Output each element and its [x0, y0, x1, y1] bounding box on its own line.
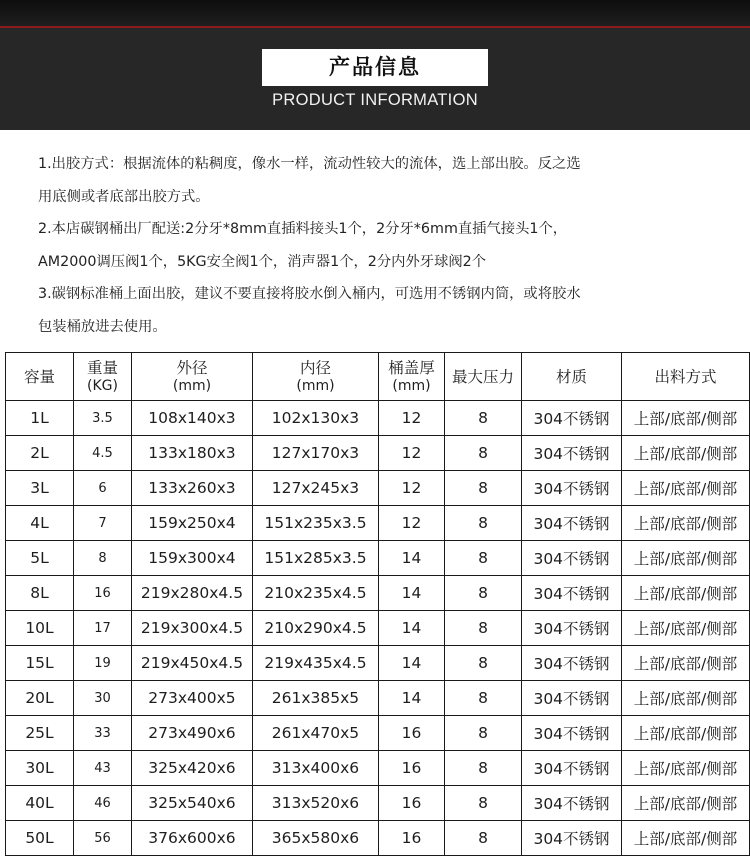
cell-pressure: 8 — [445, 541, 522, 576]
cell-capacity: 10L — [6, 611, 74, 646]
cell-outer: 376x600x6 — [132, 821, 253, 856]
cell-pressure: 8 — [445, 681, 522, 716]
header-outer: 外径 (mm) — [132, 353, 253, 401]
cell-weight: 6 — [74, 471, 132, 506]
header-lid-unit: (mm) — [392, 377, 431, 394]
cell-capacity: 25L — [6, 716, 74, 751]
cell-lid: 14 — [379, 646, 445, 681]
cell-pressure: 8 — [445, 611, 522, 646]
note-line: 包装桶放进去使用。 — [38, 318, 167, 335]
cell-outer: 159x250x4 — [132, 506, 253, 541]
cell-weight: 7 — [74, 506, 132, 541]
cell-weight: 46 — [74, 786, 132, 821]
product-notes — [38, 148, 728, 343]
cell-material: 304不锈钢 — [522, 401, 622, 436]
cell-lid: 12 — [379, 471, 445, 506]
cell-lid: 14 — [379, 576, 445, 611]
page-title: 产品信息 — [329, 55, 421, 79]
cell-material: 304不锈钢 — [522, 436, 622, 471]
cell-capacity: 1L — [6, 401, 74, 436]
title-box — [262, 49, 488, 86]
cell-inner: 313x400x6 — [253, 751, 379, 786]
table-row — [6, 786, 750, 821]
note-line: 1.出胶方式：根据流体的粘稠度，像水一样，流动性较大的流体，选上部出胶。反之选 — [38, 156, 581, 172]
cell-outer: 159x300x4 — [132, 541, 253, 576]
cell-outer: 273x490x6 — [132, 716, 253, 751]
cell-output: 上部/底部/侧部 — [622, 681, 750, 716]
cell-inner: 127x245x3 — [253, 471, 379, 506]
cell-output: 上部/底部/侧部 — [622, 401, 750, 436]
cell-capacity: 2L — [6, 436, 74, 471]
header-outer-unit: (mm) — [172, 377, 212, 394]
table-row — [6, 611, 750, 646]
cell-material: 304不锈钢 — [522, 506, 622, 541]
cell-inner: 210x290x4.5 — [253, 611, 379, 646]
cell-outer: 133x180x3 — [132, 436, 253, 471]
cell-output: 上部/底部/侧部 — [622, 751, 750, 786]
cell-weight: 19 — [74, 646, 132, 681]
cell-inner: 365x580x6 — [253, 821, 379, 856]
cell-inner: 313x520x6 — [253, 786, 379, 821]
cell-inner: 261x470x5 — [253, 716, 379, 751]
table-row — [6, 751, 750, 786]
spec-table — [5, 352, 750, 856]
cell-capacity: 20L — [6, 681, 74, 716]
cell-material: 304不锈钢 — [522, 541, 622, 576]
cell-outer: 219x280x4.5 — [132, 576, 253, 611]
cell-weight: 16 — [74, 576, 132, 611]
cell-pressure: 8 — [445, 786, 522, 821]
cell-capacity: 30L — [6, 751, 74, 786]
cell-lid: 14 — [379, 611, 445, 646]
table-row — [6, 716, 750, 751]
header-material: 材质 — [522, 353, 622, 401]
cell-outer: 325x420x6 — [132, 751, 253, 786]
header-output: 出料方式 — [622, 353, 750, 401]
table-row — [6, 541, 750, 576]
table-row — [6, 681, 750, 716]
cell-lid: 16 — [379, 786, 445, 821]
note-line: 用底侧或者底部出胶方式。 — [38, 188, 210, 205]
cell-capacity: 8L — [6, 576, 74, 611]
cell-capacity: 3L — [6, 471, 74, 506]
cell-lid: 12 — [379, 401, 445, 436]
cell-weight: 56 — [74, 821, 132, 856]
cell-material: 304不锈钢 — [522, 821, 622, 856]
cell-lid: 14 — [379, 681, 445, 716]
cell-pressure: 8 — [445, 436, 522, 471]
cell-output: 上部/底部/侧部 — [622, 506, 750, 541]
cell-weight: 3.5 — [74, 401, 132, 436]
note-line: 2.本店碳钢桶出厂配送:2分牙*8mm直插料接头1个，2分牙*6mm直插气接头1个， — [38, 221, 568, 237]
cell-outer: 273x400x5 — [132, 681, 253, 716]
cell-inner: 219x435x4.5 — [253, 646, 379, 681]
table-row — [6, 401, 750, 436]
cell-output: 上部/底部/侧部 — [622, 611, 750, 646]
cell-output: 上部/底部/侧部 — [622, 716, 750, 751]
cell-material: 304不锈钢 — [522, 681, 622, 716]
cell-lid: 14 — [379, 541, 445, 576]
cell-output: 上部/底部/侧部 — [622, 786, 750, 821]
cell-lid: 12 — [379, 506, 445, 541]
table-header-row — [6, 353, 750, 401]
cell-lid: 16 — [379, 751, 445, 786]
page-subtitle: PRODUCT INFORMATION — [272, 91, 478, 109]
header-capacity: 容量 — [6, 353, 74, 401]
cell-weight: 4.5 — [74, 436, 132, 471]
header-pressure: 最大压力 — [445, 353, 522, 401]
cell-pressure: 8 — [445, 821, 522, 856]
cell-pressure: 8 — [445, 471, 522, 506]
cell-outer: 325x540x6 — [132, 786, 253, 821]
table-row — [6, 576, 750, 611]
cell-material: 304不锈钢 — [522, 646, 622, 681]
note-line: 3.碳钢标准桶上面出胶，建议不要直接将胶水倒入桶内，可选用不锈钢内筒，或将胶水 — [38, 286, 581, 302]
cell-pressure: 8 — [445, 716, 522, 751]
header-inner: 内径 (mm) — [253, 353, 379, 401]
cell-inner: 127x170x3 — [253, 436, 379, 471]
cell-weight: 33 — [74, 716, 132, 751]
header-weight-unit: (KG) — [87, 377, 118, 394]
cell-material: 304不锈钢 — [522, 751, 622, 786]
cell-weight: 43 — [74, 751, 132, 786]
cell-pressure: 8 — [445, 751, 522, 786]
cell-inner: 102x130x3 — [253, 401, 379, 436]
cell-material: 304不锈钢 — [522, 716, 622, 751]
cell-outer: 219x300x4.5 — [132, 611, 253, 646]
table-row — [6, 471, 750, 506]
cell-output: 上部/底部/侧部 — [622, 436, 750, 471]
header-lid: 桶盖厚 (mm) — [379, 353, 445, 401]
cell-inner: 151x235x3.5 — [253, 506, 379, 541]
cell-output: 上部/底部/侧部 — [622, 821, 750, 856]
cell-output: 上部/底部/侧部 — [622, 646, 750, 681]
table-row — [6, 821, 750, 856]
cell-material: 304不锈钢 — [522, 576, 622, 611]
cell-weight: 17 — [74, 611, 132, 646]
cell-capacity: 40L — [6, 786, 74, 821]
cell-outer: 108x140x3 — [132, 401, 253, 436]
cell-capacity: 4L — [6, 506, 74, 541]
cell-outer: 133x260x3 — [132, 471, 253, 506]
cell-material: 304不锈钢 — [522, 786, 622, 821]
table-row — [6, 646, 750, 681]
note-line: AM2000调压阀1个，5KG安全阀1个，消声器1个，2分内外牙球阀2个 — [38, 253, 487, 270]
cell-pressure: 8 — [445, 401, 522, 436]
header-inner-unit: (mm) — [296, 377, 335, 394]
cell-lid: 12 — [379, 436, 445, 471]
cell-capacity: 5L — [6, 541, 74, 576]
cell-material: 304不锈钢 — [522, 471, 622, 506]
cell-pressure: 8 — [445, 506, 522, 541]
cell-output: 上部/底部/侧部 — [622, 471, 750, 506]
header-top-strip — [0, 0, 750, 28]
cell-inner: 210x235x4.5 — [253, 576, 379, 611]
cell-capacity: 50L — [6, 821, 74, 856]
table-row — [6, 506, 750, 541]
cell-pressure: 8 — [445, 576, 522, 611]
cell-material: 304不锈钢 — [522, 611, 622, 646]
header-weight: 重量 (KG) — [74, 353, 132, 401]
cell-capacity: 15L — [6, 646, 74, 681]
cell-inner: 261x385x5 — [253, 681, 379, 716]
cell-output: 上部/底部/侧部 — [622, 541, 750, 576]
cell-lid: 16 — [379, 821, 445, 856]
header-banner — [0, 0, 750, 130]
cell-lid: 16 — [379, 716, 445, 751]
table-row — [6, 436, 750, 471]
cell-weight: 8 — [74, 541, 132, 576]
cell-weight: 30 — [74, 681, 132, 716]
cell-outer: 219x450x4.5 — [132, 646, 253, 681]
cell-inner: 151x285x3.5 — [253, 541, 379, 576]
cell-pressure: 8 — [445, 646, 522, 681]
cell-output: 上部/底部/侧部 — [622, 576, 750, 611]
